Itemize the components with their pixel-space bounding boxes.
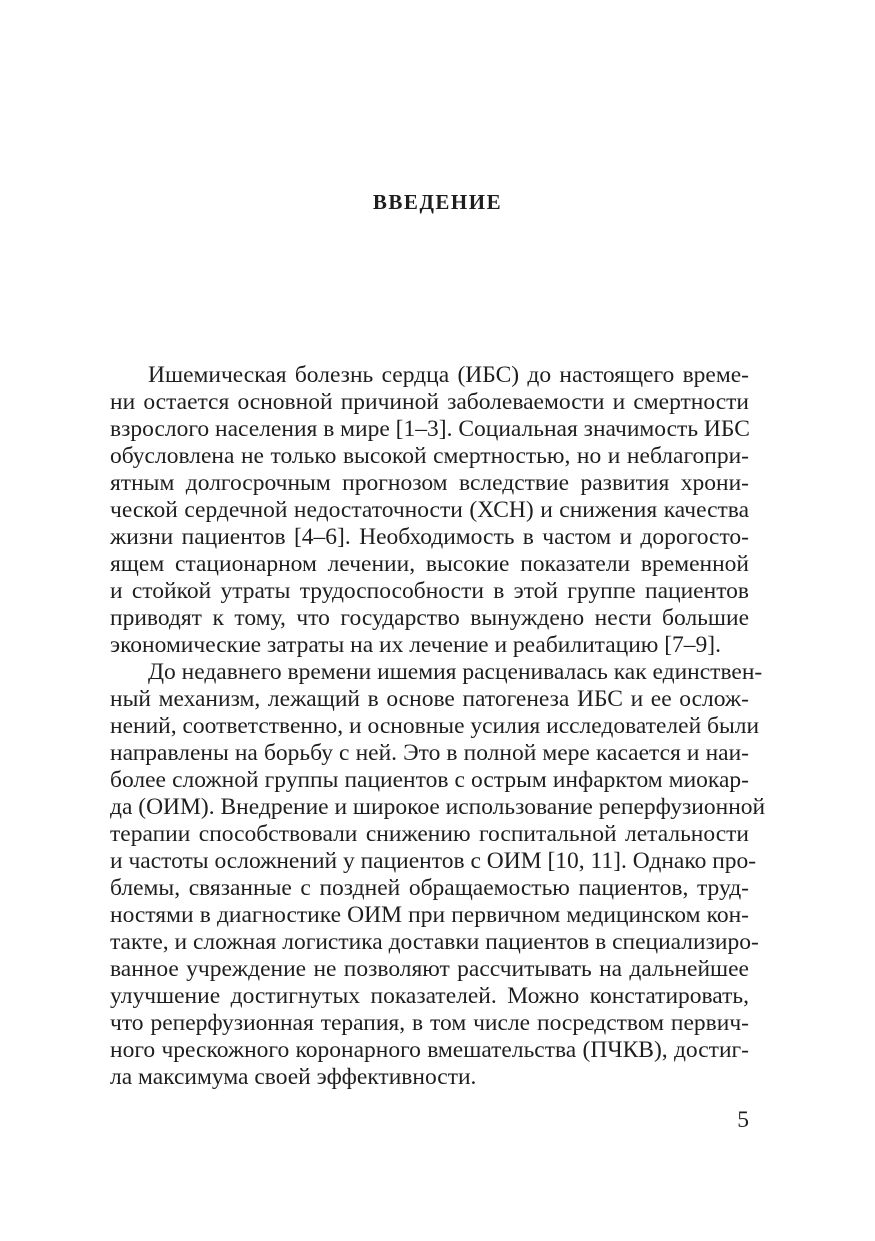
paragraph <box>110 362 749 659</box>
text-line: терапии способствовали снижению госпитальной летальности <box>110 821 749 847</box>
text-line: такте, и сложная логистика доставки пациентов в специализиро- <box>110 929 759 955</box>
text-line: Ишемическая болезнь сердца (ИБС) до настоящего време- <box>148 362 749 388</box>
text-line: ного чрескожного коронарного вмешательства (ПЧКВ), достиг- <box>110 1037 749 1063</box>
chapter-title: ВВЕДЕНИЕ <box>372 190 503 214</box>
text-line: улучшение достигнутых показателей. Можно констатировать, <box>110 983 749 1009</box>
page-number: 5 <box>737 1107 749 1133</box>
text-line: ный механизм, лежащий в основе патогенеза ИБС и ее ослож- <box>110 686 749 712</box>
text-line: и частоты осложнений у пациентов с ОИМ [10, 11]. Однако про- <box>110 848 757 874</box>
text-line: приводят к тому, что государство вынуждено нести большие <box>110 605 749 631</box>
text-line: ни остается основной причиной заболеваемости и смертности <box>110 389 749 415</box>
text-line: ятным долгосрочным прогнозом вследствие развития хрони- <box>110 470 749 496</box>
text-line: да (ОИМ). Внедрение и широкое использование реперфузионной <box>110 794 766 820</box>
text-line: что реперфузионная терапия, в том числе посредством первич- <box>110 1010 749 1036</box>
text-line: экономические затраты на их лечение и реабилитацию [7–9]. <box>110 632 722 658</box>
text-line: ящем стационарном лечении, высокие показатели временной <box>110 551 749 577</box>
text-line: и стойкой утраты трудоспособности в этой группе пациентов <box>110 578 749 604</box>
text-line: ческой сердечной недостаточности (ХСН) и снижения качества <box>110 497 749 523</box>
text-line: нений, соответственно, и основные усилия исследователей были <box>110 713 760 739</box>
text-line: взрослого населения в мире [1–3]. Социальная значимость ИБС <box>110 416 750 442</box>
text-line: более сложной группы пациентов с острым инфарктом миокар- <box>110 767 749 793</box>
text-line: До недавнего времени ишемия расценивалась как единствен- <box>148 659 763 685</box>
text-line: ностями в диагностике ОИМ при первичном медицинском кон- <box>110 902 749 928</box>
body-text <box>110 362 766 1091</box>
text-line: жизни пациентов [4–6]. Необходимость в частом и дорогосто- <box>110 524 749 550</box>
paragraph <box>110 659 766 1091</box>
text-line: ванное учреждение не позволяют рассчитывать на дальнейшее <box>110 956 749 982</box>
text-line: обусловлена не только высокой смертностью, но и неблагопри- <box>110 443 749 469</box>
text-line: блемы, связанные с поздней обращаемостью пациентов, труд- <box>110 875 749 901</box>
text-line: направлены на борьбу с ней. Это в полной мере касается и наи- <box>110 740 749 766</box>
text-line: ла максимума своей эффективности. <box>110 1064 477 1090</box>
